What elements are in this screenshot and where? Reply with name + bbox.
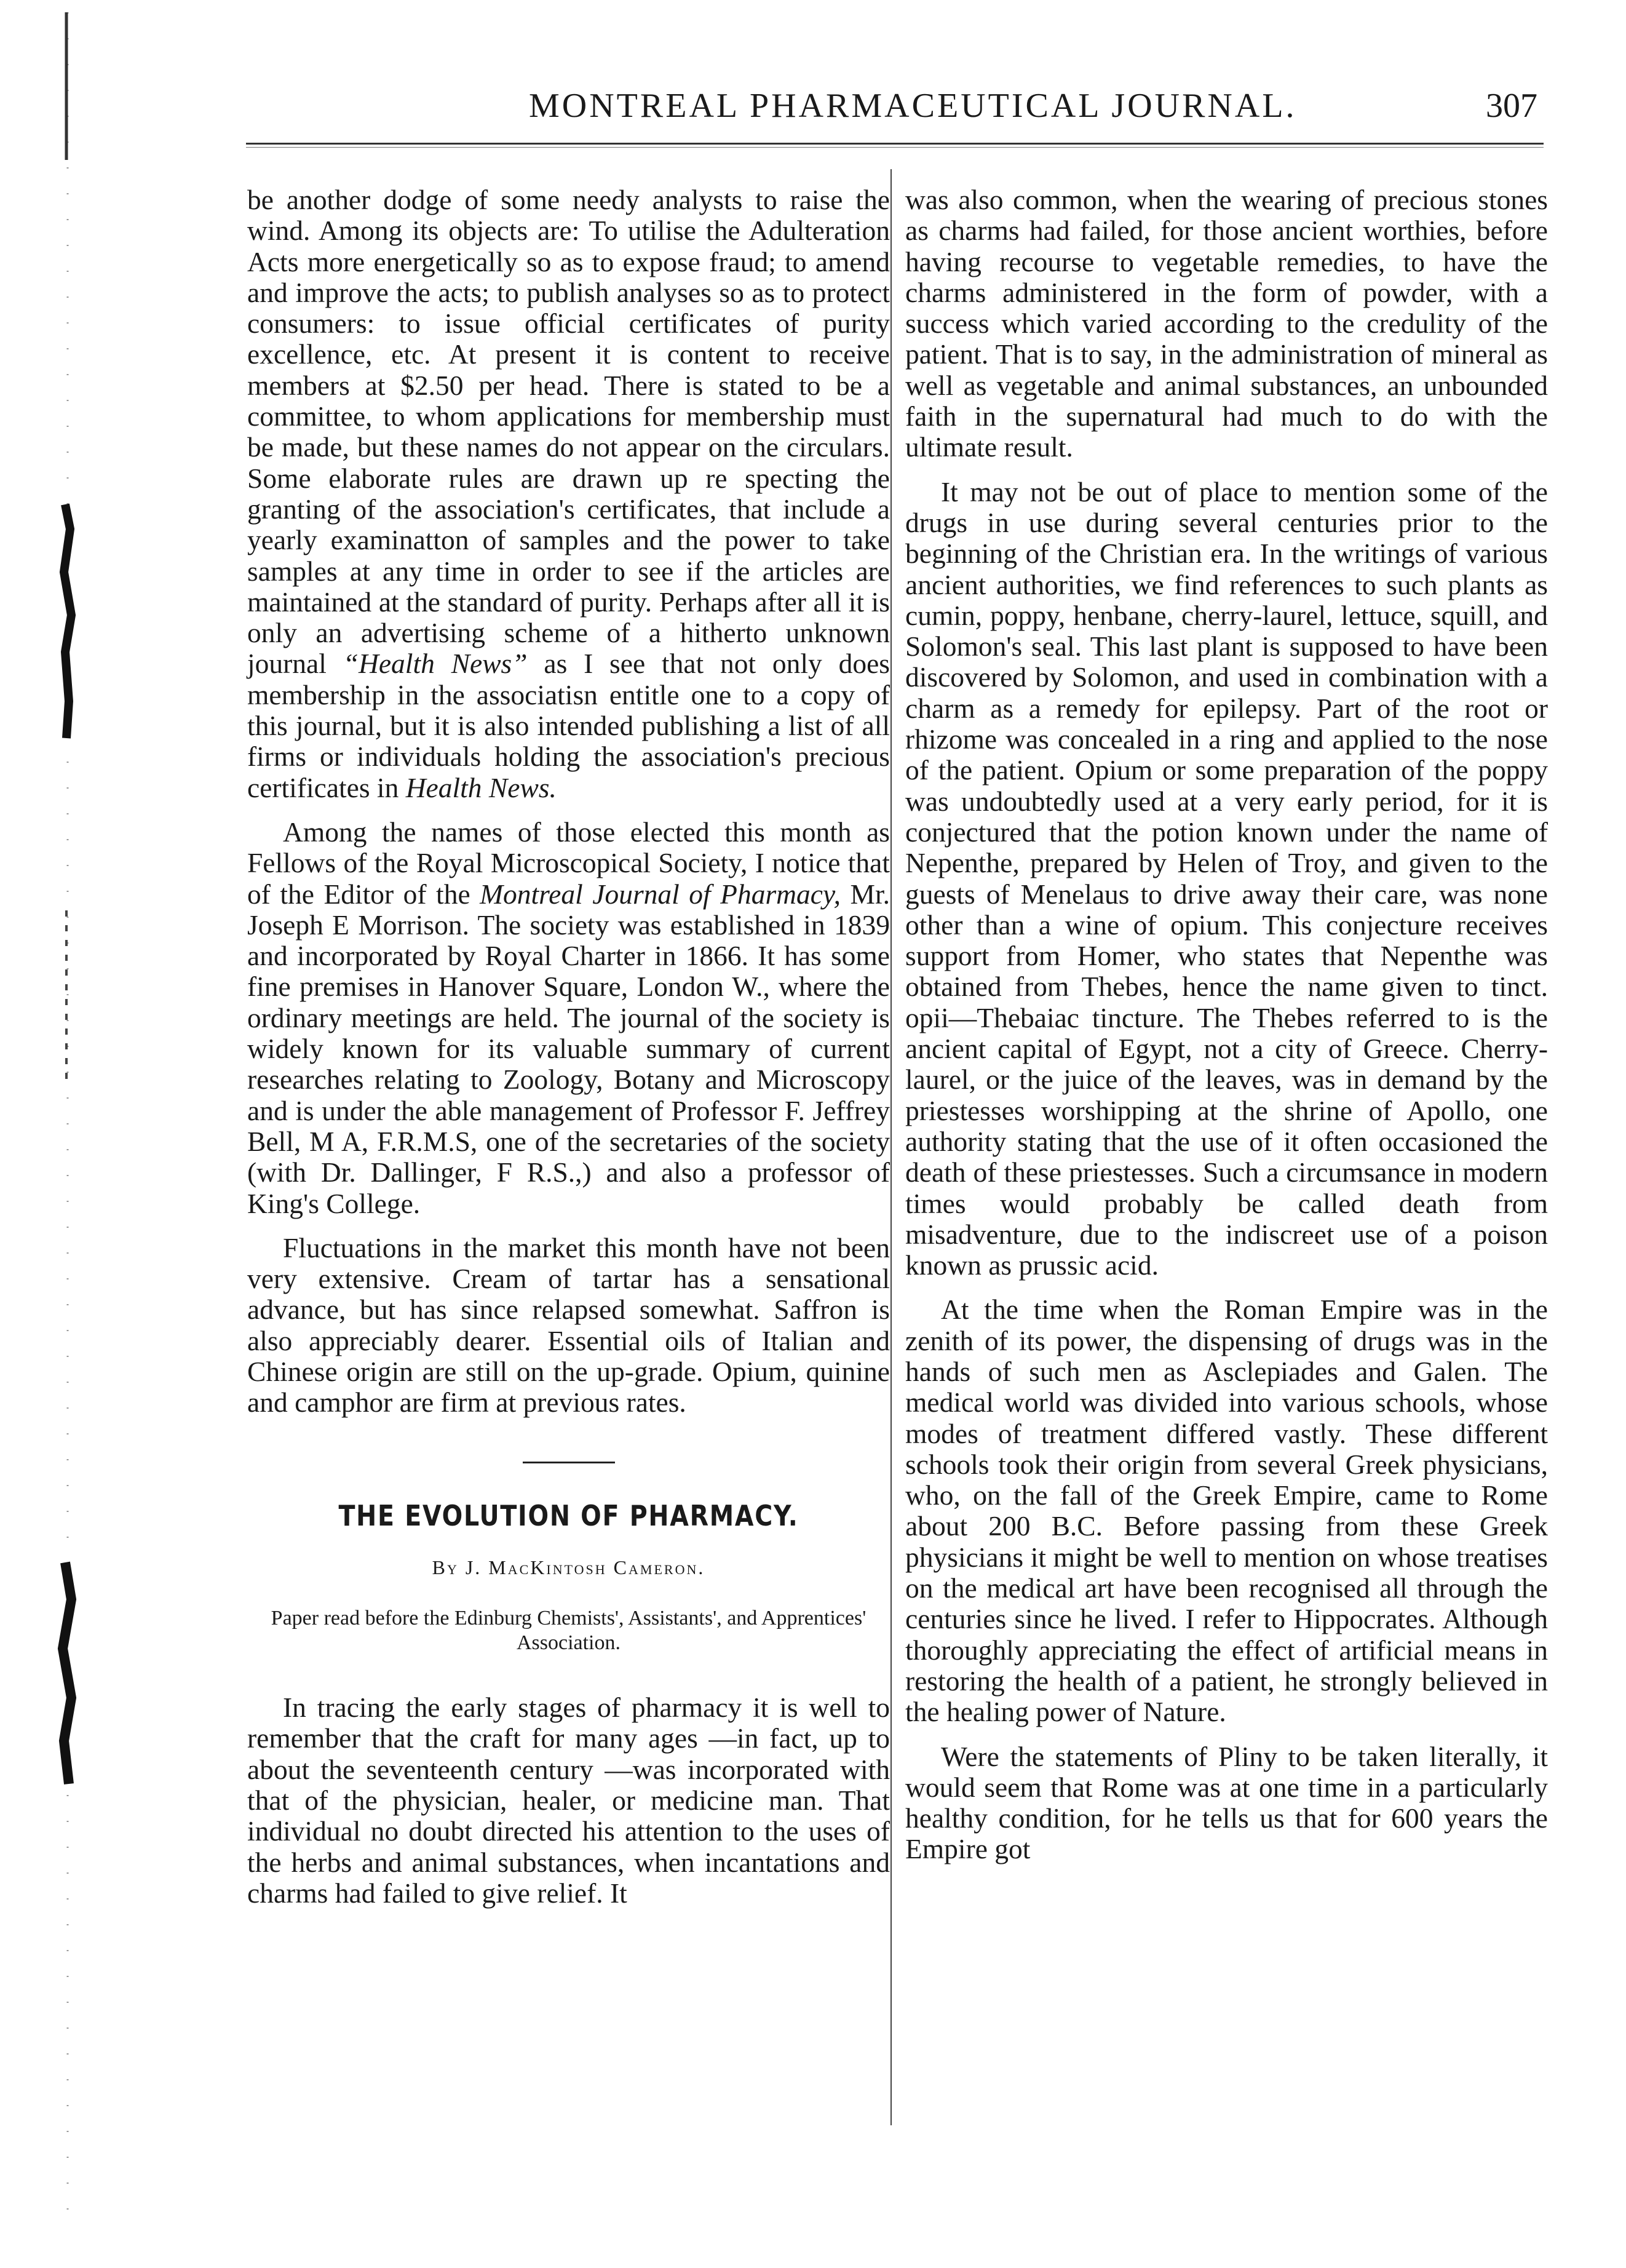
journal-name: Montreal Journal of Pharmacy, xyxy=(480,878,841,910)
journal-name: Health News. xyxy=(405,771,557,803)
paragraph: At the time when the Roman Empire was in the zenith of its power, the dispensing of drugs was in the hands of such men as Asclepiades and Galen. The medical world was divided into various schools, whose modes of treatment differed vastly. These different schools took their origin from several Greek physicians, who, on the fall of the Greek Empire, came to Rome about 200 B.C. Before passing from these Greek physicians it might be well to mention on whose treatises on the medical art have been recognised all through the centuries since he lived. I refer to Hippocrates. Although thoroughly appreciating the effect of artificial means in restoring the health of a patient, he strongly believed in the healing power of Nature. xyxy=(905,1294,1548,1728)
binding-margin-marks xyxy=(0,0,98,2268)
running-head xyxy=(246,86,1544,135)
paragraph: was also common, when the wearing of precious stones as charms had failed, for those ancient worthies, before having recourse to vegetable remedies, to have the charms administered in the form of powder, with a success which varied according to the credulity of the patient. That is to say, in the administration of mineral as well as vegetable and animal substances, an unbounded faith in the supernatural had much to do with the ultimate result. xyxy=(905,184,1548,463)
paragraph-text: be another dodge of some needy analysts to raise the wind. Among its objects are: To utilise the Adulteration Acts more energetically so as to expose fraud; to amend and improve the acts; to publish analyses so as to protect consumers: to issue official certificates of purity excellence, etc. At present it is content to receive members at $2.50 per head. There is stated to be a committee, to whom applications for membership must be made, but these names do not appear on the circulars. Some elaborate rules are drawn up re specting the granting of the association's certificates, that include a yearly examinatton of samples and the power to take samples at any time in order to see if the articles are maintained at the standard of purity. Perhaps after all it is only an advertising scheme of a hitherto unknown journal xyxy=(247,184,890,680)
byline: By J. MacKintosh Cameron. xyxy=(432,1556,705,1578)
paragraph: In tracing the early stages of pharmacy it is well to remember that the craft for many ages —in fact, up to about the seventeenth century —was incorporated with that of the physician, healer, or medicine man. That individual no doubt directed his attention to the uses of the herbs and animal substances, when incantations and charms had failed to give relief. It xyxy=(247,1692,890,1909)
page-number: 307 xyxy=(1486,87,1537,125)
article-note: Paper read before the Edinburg Chemists', Assistants', and Apprentices' Association. xyxy=(271,1607,867,1655)
column-divider xyxy=(890,169,892,2125)
paragraph: Were the statements of Pliny to be taken literally, it would seem that Rome was at one time in a particularly healthy condition, for he tells us that for 600 years the Empire got xyxy=(905,1740,1548,1865)
article-title: THE EVOLUTION OF PHARMACY. xyxy=(338,1498,799,1532)
left-column xyxy=(247,185,890,1909)
header-rule xyxy=(246,143,1544,148)
journal-title: MONTREAL PHARMACEUTICAL JOURNAL. xyxy=(529,87,1297,125)
paragraph-text: Among the names of those elected this month as Fellows of the Royal Microscopical Society, I notice that of the Editor of the xyxy=(247,816,890,910)
section-divider xyxy=(523,1462,615,1463)
right-column xyxy=(905,185,1548,1865)
paragraph: Fluctuations in the market this month have not been very extensive. Cream of tartar has a sensational advance, but has since relapsed somewhat. Saffron is also appreciably dearer. Essential oils of Italian and Chinese origin are still on the up-grade. Opium, quinine and camphor are firm at previous rates. xyxy=(247,1231,890,1418)
paragraph-text: as I see that not only does membership in the associatisn entitle one to a copy of this journal, but it is also intended publishing a list of all firms or individuals holding the association's precious certificates in xyxy=(247,648,890,803)
journal-name: “Health News” xyxy=(343,648,528,680)
paragraph xyxy=(247,185,890,803)
paragraph xyxy=(247,817,890,1219)
paragraph-text: Mr. Joseph E Morrison. The society was established in 1839 and incorporated by Royal Charter in 1866. It has some fine premises in Hanover Square, London W., where the ordinary meetings are held. The journal of the society is widely known for its valuable summary of current researches relating to Zoology, Botany and Microscopy and is under the able management of Professor F. Jeffrey Bell, M A, F.R.M.S, one of the secretaries of the society (with Dr. Dallinger, F R.S.,) and also a professor of King's College. xyxy=(247,878,890,1219)
paragraph: It may not be out of place to mention some of the drugs in use during several centuries prior to the beginning of the Christian era. In the writings of various ancient authorities, we find references to such plants as cumin, poppy, henbane, cherry-laurel, lettuce, squill, and Solomon's seal. This last plant is supposed to have been discovered by Solomon, and used in combination with a charm as a remedy for epilepsy. Part of the root or rhizome was concealed in a ring and applied to the nose of the patient. Opium or some preparation of the poppy was undoubtedly used at a very early period, for it is conjectured that the potion known under the name of Nepenthe, prepared by Helen of Troy, and given to the guests of Menelaus to drive away their care, was none other than a wine of opium. This conjecture receives support from Homer, who states that Nepenthe was obtained from Thebes, hence the name given to tinct. opii—Thebaiac tincture. The Thebes referred to is the ancient capital of Egypt, not a city of Greece. Cherry-laurel, or the juice of the leaves, was in demand by the priestesses worshipping at the shrine of Apollo, one authority stating that the use of it often occasioned the death of these priestesses. Such a circumsance in modern times would probably be called death from misadventure, due to the indiscreet use of a poison known as prussic acid. xyxy=(905,475,1548,1281)
